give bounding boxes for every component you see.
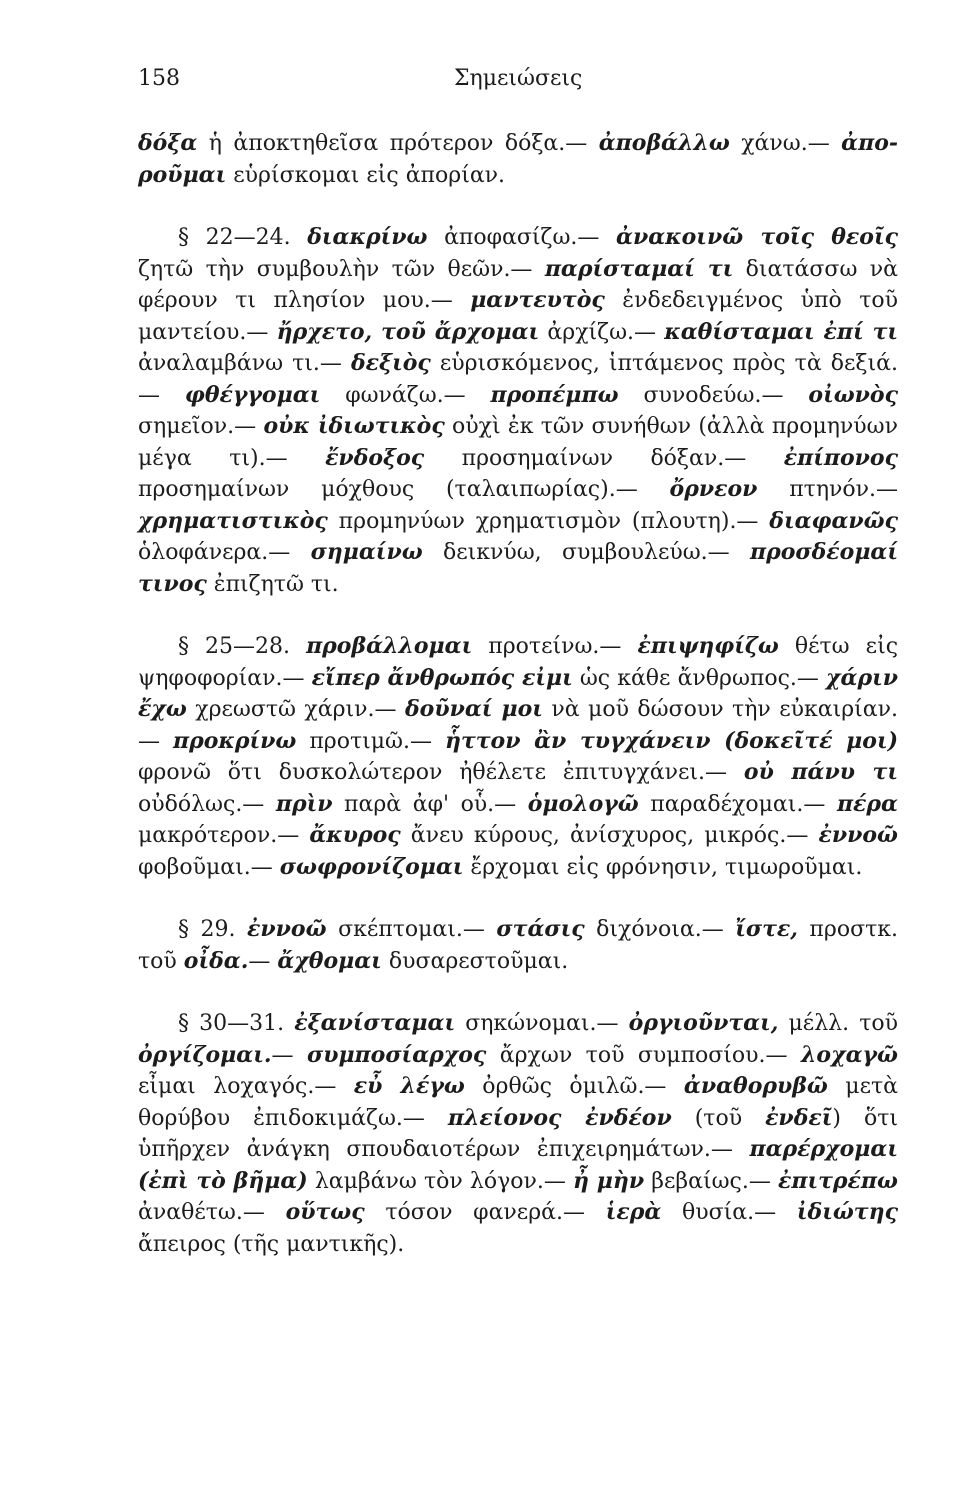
gloss-text: § 25—28. <box>178 634 307 659</box>
gloss-text: συνοδεύω.— <box>618 382 809 408</box>
headword: ἔνδοξος <box>325 444 425 471</box>
headword: ἐνδεῖ <box>765 1104 833 1131</box>
headword: ἤρχετο, τοῦ ἄρχομαι <box>276 318 540 345</box>
headword: μαντευτὸς <box>470 287 605 313</box>
gloss-text: τόσον φανερά.— <box>364 1200 606 1225</box>
gloss-text: εὑρισκόμενος, ἱπτάμενος πρὸς τὰ δεξιά.— <box>138 351 898 408</box>
gloss-text: χάνω.— <box>729 131 842 156</box>
gloss-text: εἶμαι λοχαγός.— <box>138 1074 354 1099</box>
headword: οὐ πάνυ τι <box>743 759 898 785</box>
gloss-text: εὑρίσκομαι εἰς ἀπορίαν. <box>226 162 506 188</box>
gloss-text: παρὰ ἀφ' οὗ.— <box>332 791 528 817</box>
headword: ἱερὰ <box>605 1199 662 1225</box>
headword: πρὶν <box>275 790 333 817</box>
gloss-text: ἀρχίζω.— <box>539 319 665 345</box>
headword: οὐκ ἰδιωτικὸς <box>263 413 445 439</box>
headword: ἦ μὴν <box>572 1167 645 1194</box>
gloss-text: — <box>248 948 278 974</box>
gloss-text: ἀποφασίζω.— <box>427 225 617 250</box>
gloss-text: ἐπιζητῶ τι. <box>206 571 339 597</box>
headword: σωφρονίζομαι <box>279 853 464 880</box>
headword: δόξα <box>138 130 198 156</box>
headword: συμποσίαρχος <box>306 1041 487 1068</box>
headword: ἰδιώτης <box>796 1199 898 1225</box>
headword: ἐξανίσταμαι <box>294 1010 456 1036</box>
headword: πέρα <box>836 790 898 817</box>
headword: διαφανῶς <box>769 507 898 534</box>
gloss-text: παραδέχομαι.— <box>638 791 837 817</box>
gloss-text: φωνάζω.— <box>320 382 491 408</box>
gloss-text: ἀναθέτω.— <box>138 1200 286 1225</box>
headword: ἄχθομαι <box>277 947 382 974</box>
page-header <box>138 66 898 102</box>
headword: ἐννοῶ <box>247 916 327 942</box>
gloss-text: διχόνοια.— <box>584 917 736 942</box>
headword: οἰωνὸς <box>808 381 898 408</box>
gloss-text: χρεωστῶ χάριν.— <box>186 697 405 722</box>
headword: χρηματιστικὸς <box>138 507 328 534</box>
gloss-text: § 22—24. <box>178 225 308 250</box>
headword: ἀναθορυβῶ <box>683 1073 828 1099</box>
headword: ἀποβάλλω <box>598 130 730 156</box>
headword: πλείονος ἐνδέον <box>447 1104 672 1131</box>
note-paragraph-22-24 <box>138 222 898 600</box>
gloss-text: οὐδόλως.— <box>138 791 276 817</box>
gloss-text: προτείνω.— <box>472 634 638 659</box>
headword: ἀνακοινῶ τοῖς θεοῖς <box>616 224 899 250</box>
page-number: 158 <box>138 66 180 91</box>
headword: λοχαγῶ <box>801 1041 898 1068</box>
gloss-text: προστκ. τοῦ <box>138 917 899 974</box>
headword: ἐπιψηφίζω <box>637 633 779 659</box>
headword: ἄκυρος <box>309 822 401 848</box>
gloss-text: ὁλοφάνερα.— <box>138 540 311 565</box>
headword: φθέγγομαι <box>184 381 321 408</box>
gloss-text: προσημαίνων δόξαν.— <box>424 445 784 471</box>
headword: χάριν ἔχω <box>138 664 898 722</box>
headword: οἶδα. <box>183 947 249 974</box>
gloss-text: σκέπτομαι.— <box>326 917 497 942</box>
gloss-text: (τοῦ <box>671 1105 766 1131</box>
gloss-text: ὀρθῶς ὁμιλῶ.— <box>464 1074 684 1099</box>
headword: ἐννοῶ <box>818 822 898 848</box>
gloss-text: ὡς κάθε ἄνθρωπος.— <box>572 665 827 691</box>
gloss-text: ζητῶ τὴν συμβουλὴν τῶν θεῶν.— <box>138 256 545 282</box>
gloss-text: προσημαίνων μόχθους (ταλαιπωρίας).— <box>138 477 670 502</box>
note-paragraph-25-28 <box>138 631 898 883</box>
gloss-text: — <box>271 1042 307 1068</box>
headword: εὖ λέγω <box>353 1073 465 1099</box>
gloss-text: § 29. <box>178 917 248 942</box>
headword: δοῦναί μοι <box>404 696 543 722</box>
gloss-text: λαμβάνω τὸν λόγον.— <box>307 1168 573 1194</box>
gloss-text: πτηνόν.— <box>757 477 899 502</box>
gloss-text: προμηνύων χρηματισμὸν (πλουτη).— <box>327 508 770 534</box>
headword: ὀργίζομαι. <box>138 1041 272 1068</box>
gloss-text: διατάσσω νὰ φέρουν τι πλησίον μου.— <box>138 256 898 313</box>
headword: προβάλλομαι <box>306 633 473 659</box>
gloss-text: μέλλ. τοῦ <box>778 1011 898 1036</box>
gloss-text: § 30—31. <box>178 1011 295 1036</box>
gloss-text: σηκώνομαι.— <box>455 1011 629 1036</box>
note-paragraph <box>138 128 898 191</box>
headword: οὕτως <box>285 1199 365 1225</box>
gloss-text: δυσαρεστοῦμαι. <box>381 948 569 974</box>
gloss-text: προτιμῶ.— <box>296 728 445 754</box>
gloss-text: ἄνευ κύρους, ἀνίσχυρος, μικρός.— <box>400 823 819 848</box>
gloss-text: ἔρχομαι εἰς φρόνησιν, τιμωροῦμαι. <box>463 854 863 880</box>
notes-body <box>138 128 898 1260</box>
gloss-text: θέτω εἰς ψηφοφορίαν.— <box>138 634 899 691</box>
headword: στάσις <box>496 916 585 942</box>
headword: παρέρχομαι (ἐπὶ τὸ βῆμα) <box>138 1136 898 1194</box>
gloss-text: μακρότερον.— <box>138 823 310 848</box>
gloss-text: θυσία.— <box>661 1200 797 1225</box>
gloss-text: νὰ μοῦ δώσουν τὴν εὐκαιρίαν.— <box>138 697 898 754</box>
headword: εἴπερ ἄνθρωπός εἰμι <box>311 664 573 691</box>
gloss-text: οὐχὶ ἐκ τῶν συνήθων (ἀλλὰ προμηνύων μέγα τι).— <box>138 414 898 471</box>
note-paragraph-30-31 <box>138 1008 898 1260</box>
gloss-text: ἄπειρος (τῆς μαντικῆς). <box>138 1231 405 1257</box>
headword: παρίσταμαί τι <box>544 255 734 282</box>
headword: ὁμολογῶ <box>527 790 639 817</box>
note-paragraph-29 <box>138 914 898 977</box>
gloss-text: δεικνύω, συμβουλεύω.— <box>422 540 750 565</box>
gloss-text: μετὰ θορύβου ἐπιδοκιμάζω.— <box>138 1074 898 1131</box>
headword: ἐπιτρέπω <box>778 1167 898 1194</box>
headword: δεξιὸς <box>350 350 431 376</box>
gloss-text: βεβαίως.— <box>644 1168 778 1194</box>
headword: ἧττον ἂν τυγχάνειν (δοκεῖτέ μοι) <box>444 727 899 754</box>
gloss-text: ) ὅτι ὑπῆρχεν ἀνάγκη σπουδαιοτέρων ἐπιχειρημάτων.— <box>138 1105 899 1162</box>
headword: διακρίνω <box>307 224 428 250</box>
gloss-text: φρονῶ ὅτι δυσκολώτερον ἠθέλετε ἐπιτυγχάνει.— <box>138 760 744 785</box>
headword: ὄρνεον <box>669 476 758 502</box>
gloss-text: ἡ ἀποκτηθεῖσα πρότερον δόξα.— <box>197 131 599 156</box>
gloss-text: ἄρχων τοῦ συμποσίου.— <box>486 1042 801 1068</box>
headword: ἴστε, <box>735 916 798 942</box>
gloss-text: ἐνδεδειγμένος ὑπὸ τοῦ μαντείου.— <box>138 288 898 345</box>
headword: ἀπο-ροῦμαι <box>138 130 899 188</box>
headword: ἐπίπονος <box>783 444 898 471</box>
headword: προσδέομαί τινος <box>138 539 898 597</box>
gloss-text: ἀναλαμβάνω τι.— <box>138 351 351 376</box>
headword: προκρίνω <box>172 727 297 754</box>
running-title: Σημειώσεις <box>454 66 583 91</box>
gloss-text: σημεῖον.— <box>138 414 264 439</box>
headword: προπέμπω <box>490 381 619 408</box>
gloss-text: φοβοῦμαι.— <box>138 854 280 880</box>
headword: σημαίνω <box>310 539 423 565</box>
headword: καθίσταμαι ἐπί τι <box>664 318 899 345</box>
headword: ὀργιοῦνται, <box>628 1010 779 1036</box>
